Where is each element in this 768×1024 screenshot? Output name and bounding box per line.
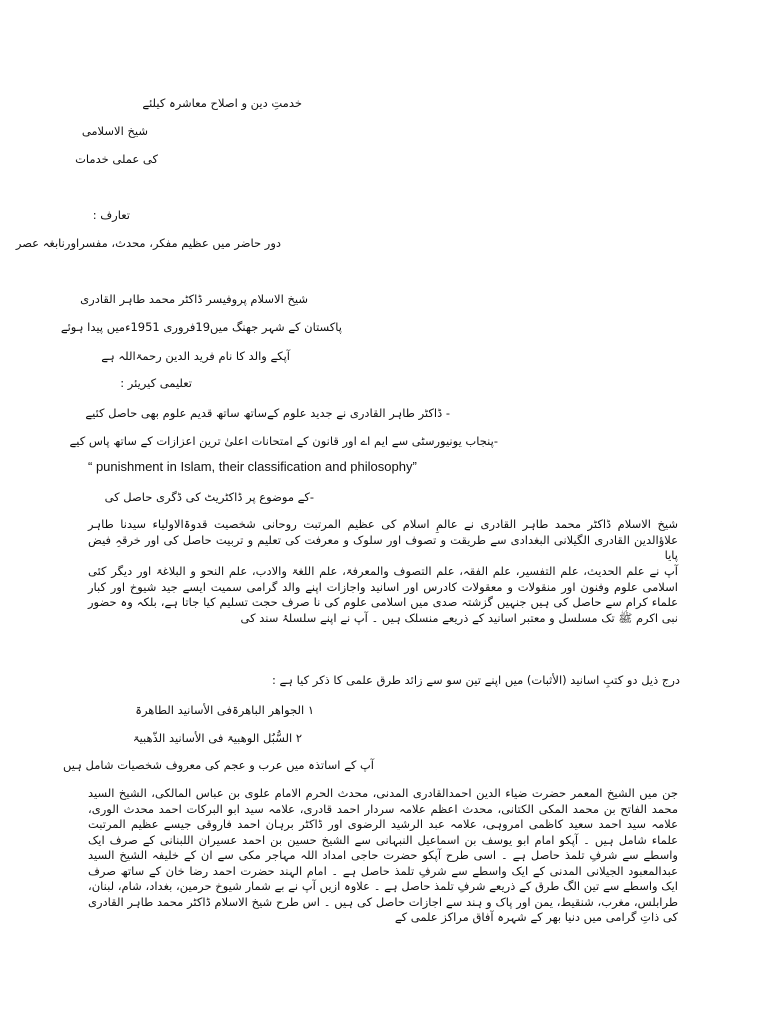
education-line-2: -پنجاب یونیورسٹی سے ایم اے اور قانون کے امتحانات اعلیٰ ترین اعزازات کے ساتھ پاس کیے — [69, 434, 498, 448]
thesis-title: “ punishment in Islam, their classification and philosophy” — [88, 459, 417, 474]
thesis-line: -کے موضوع پر ڈاکٹریٹ کی ڈگری حاصل کی — [104, 490, 314, 504]
teachers-paragraph: جن میں الشیخ المعمر حضرت ضیاء الدین احمدالقادری المدنی، محدث الحرم الامام علوی بن عباس المالکی، الشیخ السید محمد الفاتح بن محمد المکی الکتانی، محدث اعظم علامہ سردار احمد قادری، علامہ سید ابو البرکات احمد محدث الوری، علامہ سید احمد سعید کاظمی امروہی، علامہ عبد الرشید الرضوی اور ڈاکٹر برہان احمد فاروقی جیسے عظیم المرتبت علماء شامل ہیں ۔ آپکو امام ابو یوسف بن اسماعیل النبہانی سے الشیخ حسین بن احمد عسیران اللبنانی کے صرف ایک واسطے سے شرفِ تلمذ حاصل ہے ۔ اسی طرح آپکو حضرت حاجی امداد اللہ مہاجر مکی سے ان کے خلیفہ الشیخ السید عبدالمعبود الجیلانی المدنی کے ایک واسطے سے شرفِ تلمذ حاصل ہے ۔ امام الہند حضرت احمد رضا خان کے ساتھ صرف ایک واسطے سے تین الگ طرق کے ذریعے شرفِ تلمذ حاصل ہے ۔ علاوہ ازیں آپ نے بے شمار شیوخ حرمین، بغداد، شام، لبنان، طرابلس، مغرب، شنقیط، یمن اور پاک و ہند سے اجازات حاصل کی ہیں ۔ اس طرح شیخ الاسلام ڈاکٹر محمد طاہر القادری کی ذاتِ گرامی میں دنیا بھر کے شہرہ آفاق مراکز علمی کے — [88, 786, 678, 924]
section-heading-education: تعلیمی کیریئر : — [120, 376, 192, 390]
book-2: ٢ السُّبُل الوهبیۃ فی الأسانید الذّهبیۃ — [132, 731, 302, 745]
sciences-paragraph: آپ نے علم الحدیث، علم التفسیر، علم الفقہ، علم التصوف والمعرفۃ، علم اللغۃ والادب، علم النحو و البلاغۃ اور دیگر کئی اسلامی علوم وفنون اور منقولات و معقولات کادرس اور اسانید واجازات اپنے والد گرامی سمیت ایسے جید شیوخ اور کبار علماء کرام سے حاصل کی ہیں جنہیں گزشتہ صدی میں اسلامی علوم کی نا صرف حجت تسلیم کیا جاتا ہے، بلکہ وہ حضور نبی اکرم ﷺ تک مسلسل و معتبر اسانید کے ذریعے منسلک ہیں ۔ آپ نے اپنے سلسلۂ سند کی — [88, 564, 678, 625]
father-line: آپکے والد کا نام فرید الدین رحمۃاللہ ہے — [101, 349, 290, 363]
birth-line: پاکستان کے شہر جھنگ میں19فروری 1951ءمیں پیدا ہوئے — [60, 320, 342, 334]
asanid-intro-line: درج ذیل دو کتبِ اسانید (الأثبات) میں اپنے تین سو سے زائد طرق علمی کا ذکر کیا ہے : — [271, 673, 680, 687]
section-heading-intro: تعارف : — [92, 208, 130, 222]
name-line: شیخ الاسلام پروفیسر ڈاکٹر محمد طاہر القادری — [80, 292, 308, 306]
doc-subtitle: شیخ الاسلامی — [81, 124, 148, 138]
doc-subtitle-2: کی عملی خدمات — [75, 152, 158, 166]
book-1: ١ الجواهر الباهرۃفی الأسانید الطاهرۃ — [135, 703, 314, 717]
education-line-1: - ڈاکٹر طاہر القادری نے جدید علوم کےساتھ ساتھ قدیم علوم بھی حاصل کئیے — [85, 406, 450, 420]
doc-title: خدمتِ دین و اصلاح معاشرہ کیلئے — [142, 96, 302, 110]
teachers-line: آپ کے اساتذہ میں عرب و عجم کی معروف شخصیات شامل ہیں — [62, 758, 374, 772]
spiritual-paragraph: شیخ الاسلام ڈاکٹر محمد طاہر القادری نے عالمِ اسلام کی عظیم المرتبت روحانی شخصیت قدوۃالاولیاء سیدنا طاہر علاؤالدین القادری الگیلانی البغدادی سے طریقت و تصوف اور سلوک و معرفت کی تعلیم و تربیت حاصل کی اور خرقہِ فیض پایا — [88, 517, 678, 562]
intro-line: دور حاضر میں عظیم مفکر، محدث، مفسراورنابغہ عصر — [15, 236, 281, 250]
